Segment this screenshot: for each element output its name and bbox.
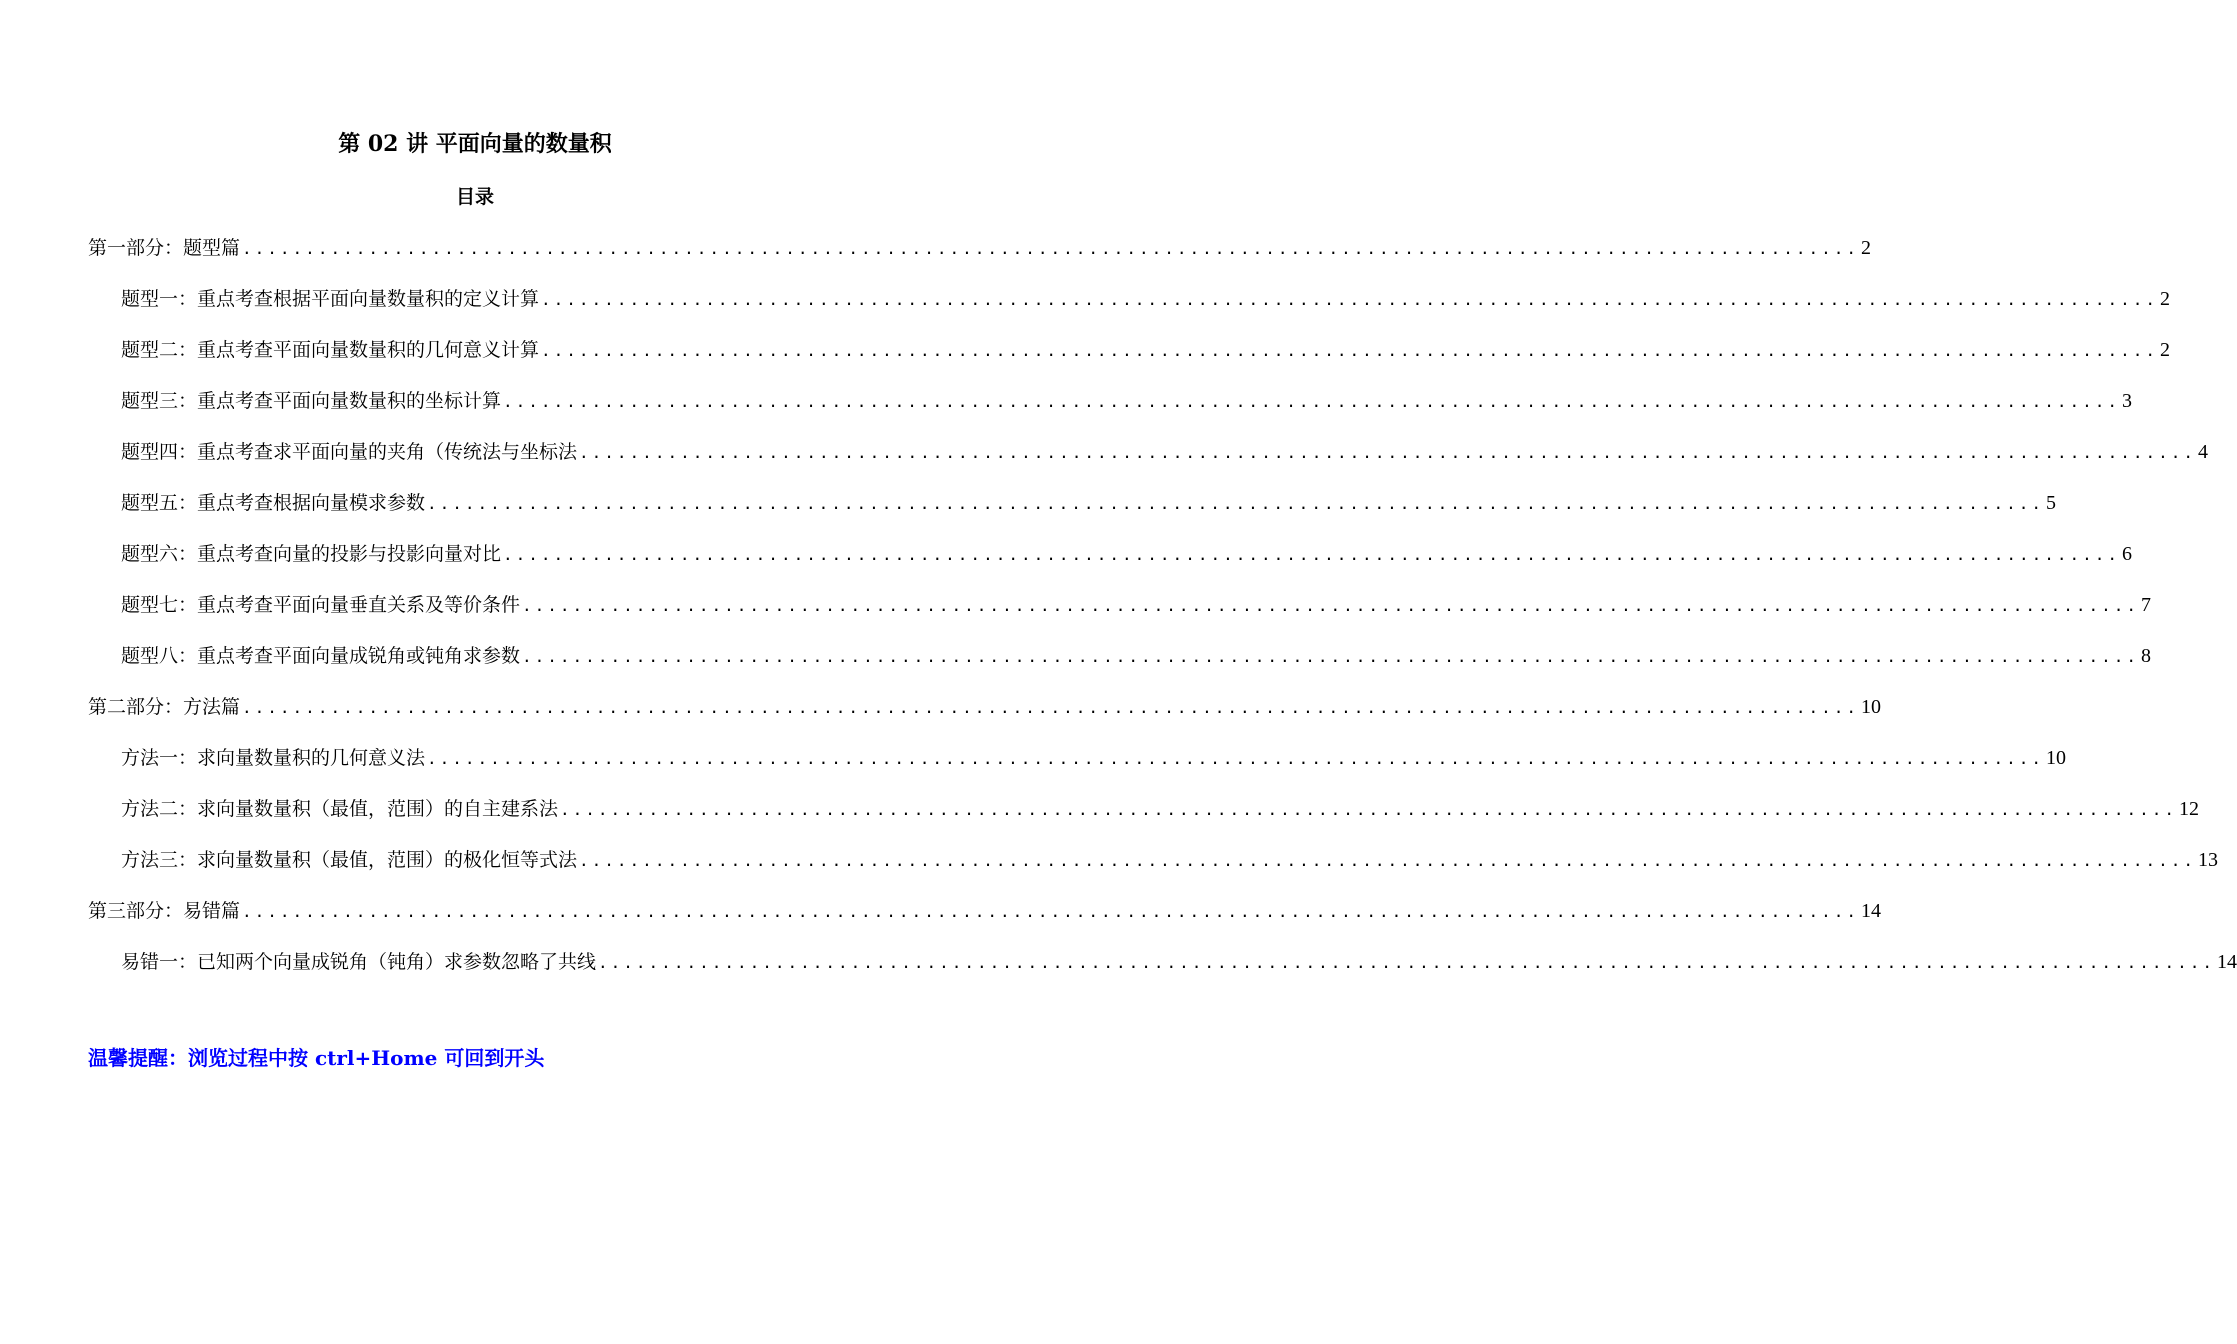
- toc-entry-part-2[interactable]: [88, 690, 1882, 724]
- toc-page-number: 5: [2046, 492, 2057, 514]
- toc-entry-text: 题型六：重点考查向量的投影与投影向量对比: [121, 543, 502, 565]
- toc-entry-method-3[interactable]: [121, 843, 2219, 877]
- toc-leader-dots: ................................................................................................................................: [242, 239, 1860, 258]
- toc-page-number: 7: [2141, 594, 2152, 616]
- toc-entry-type-6[interactable]: [121, 537, 2133, 571]
- toc-entry-text: 题型八：重点考查平面向量成锐角或钝角求参数: [121, 645, 521, 667]
- toc-entry-method-2[interactable]: [121, 792, 2200, 826]
- toc-leader-dots: ................................................................................................................................: [522, 596, 2140, 615]
- toc-leader-dots: ................................................................................................................................: [522, 647, 2140, 666]
- toc-entry-text: 题型五：重点考查根据向量模求参数: [121, 492, 426, 514]
- toc-leader-dots: ................................................................................................................................: [560, 800, 2178, 819]
- toc-entry-text: 第三部分：易错篇: [88, 900, 241, 922]
- toc-page-number: 13: [2198, 849, 2219, 871]
- toc-entry-type-5[interactable]: [121, 486, 2057, 520]
- toc-leader-dots: ................................................................................................................................: [242, 698, 1860, 717]
- toc-entry-type-2[interactable]: [121, 333, 2171, 367]
- toc-page-number: 6: [2122, 543, 2133, 565]
- toc-entry-text: 第一部分：题型篇: [88, 237, 241, 259]
- toc-entry-type-1[interactable]: [121, 282, 2171, 316]
- toc-leader-dots: ................................................................................................................................: [598, 953, 2216, 972]
- toc-leader-dots: ................................................................................................................................: [579, 851, 2197, 870]
- toc-entry-text: 题型四：重点考查求平面向量的夹角（传统法与坐标法: [121, 441, 578, 463]
- document-title: 第 02 讲 平面向量的数量积: [338, 131, 612, 157]
- toc-page-number: 10: [1861, 696, 1882, 718]
- toc-entry-text: 题型三：重点考查平面向量数量积的坐标计算: [121, 390, 502, 412]
- toc-page-number: 12: [2179, 798, 2200, 820]
- toc-leader-dots: ................................................................................................................................: [541, 341, 2159, 360]
- toc-page-number: 8: [2141, 645, 2152, 667]
- reminder-note: 温馨提醒：浏览过程中按 ctrl+Home 可回到开头: [88, 1046, 545, 1070]
- toc-leader-dots: ................................................................................................................................: [579, 443, 2197, 462]
- toc-page-number: 2: [2160, 288, 2171, 310]
- toc-entry-text: 题型七：重点考查平面向量垂直关系及等价条件: [121, 594, 521, 616]
- toc-entry-text: 题型一：重点考查根据平面向量数量积的定义计算: [121, 288, 540, 310]
- toc-entry-method-1[interactable]: [121, 741, 2067, 775]
- toc-entry-type-8[interactable]: [121, 639, 2152, 673]
- toc-leader-dots: ................................................................................................................................: [242, 902, 1860, 921]
- toc-heading: 目录: [455, 186, 494, 208]
- toc-page-number: 2: [1861, 237, 1872, 259]
- toc-entry-part-1[interactable]: [88, 231, 1872, 265]
- toc-page-number: 14: [2217, 951, 2237, 973]
- toc-entry-type-7[interactable]: [121, 588, 2152, 622]
- toc-page-number: 2: [2160, 339, 2171, 361]
- toc-leader-dots: ................................................................................................................................: [503, 392, 2121, 411]
- toc-entry-type-3[interactable]: [121, 384, 2133, 418]
- toc-page-number: 4: [2198, 441, 2209, 463]
- toc-page-number: 3: [2122, 390, 2133, 412]
- toc-entry-error-1[interactable]: [121, 945, 2237, 979]
- toc-entry-text: 方法二：求向量数量积（最值，范围）的自主建系法: [121, 798, 559, 820]
- toc-leader-dots: ................................................................................................................................: [427, 494, 2045, 513]
- toc-page-number: 14: [1861, 900, 1882, 922]
- toc-page-number: 10: [2046, 747, 2067, 769]
- toc-entry-type-4[interactable]: [121, 435, 2209, 469]
- toc-leader-dots: ................................................................................................................................: [503, 545, 2121, 564]
- toc-entry-part-3[interactable]: [88, 894, 1882, 928]
- toc-entry-text: 方法三：求向量数量积（最值，范围）的极化恒等式法: [121, 849, 578, 871]
- toc-entry-text: 题型二：重点考查平面向量数量积的几何意义计算: [121, 339, 540, 361]
- toc-entry-text: 第二部分：方法篇: [88, 696, 241, 718]
- toc-leader-dots: ................................................................................................................................: [541, 290, 2159, 309]
- toc-entry-text: 易错一：已知两个向量成锐角（钝角）求参数忽略了共线: [121, 951, 597, 973]
- toc-entry-text: 方法一：求向量数量积的几何意义法: [121, 747, 426, 769]
- toc-leader-dots: ................................................................................................................................: [427, 749, 2045, 768]
